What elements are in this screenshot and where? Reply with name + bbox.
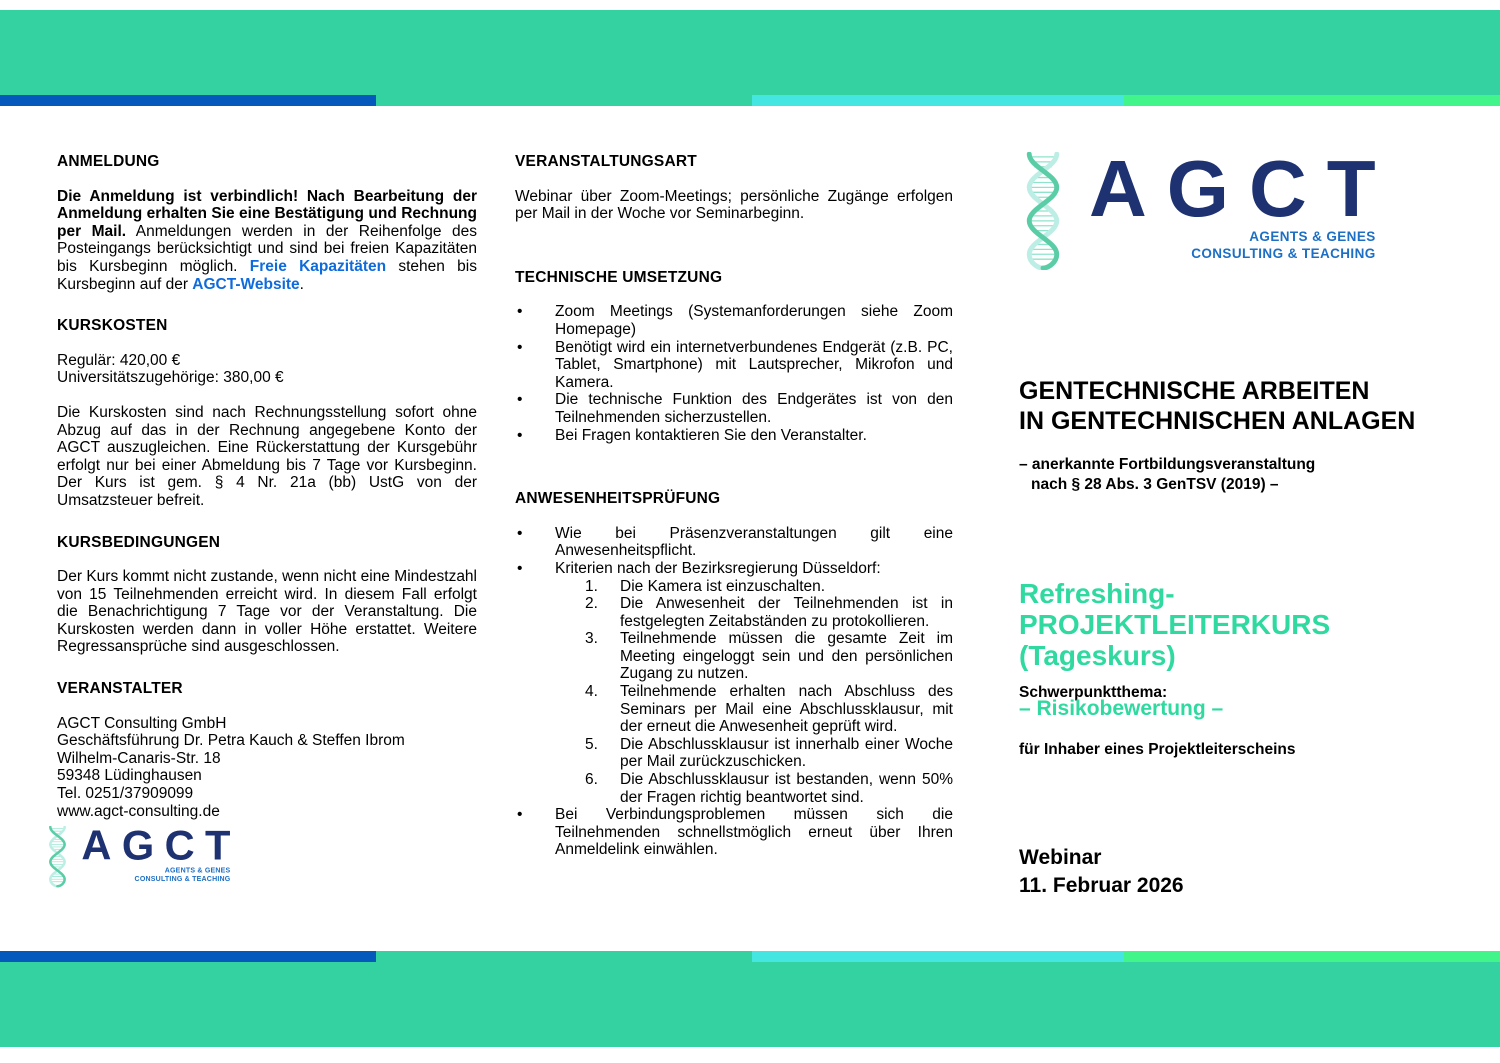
accreditation-subtitle — [1019, 455, 1315, 495]
dna-helix-icon — [45, 826, 70, 887]
dna-helix-icon — [1019, 152, 1067, 270]
numbered-item — [585, 595, 953, 630]
panel-title — [1019, 144, 1489, 910]
bottom-stripe-lime — [1124, 951, 1500, 962]
numbered-item — [585, 630, 953, 683]
list-item — [515, 427, 953, 445]
price-regular: Regulär: 420,00 € — [57, 351, 181, 369]
heading-kurskosten: KURSKOSTEN — [57, 317, 168, 335]
numbered-text: Teilnehmende müssen die gesamte Zeit im Meeting eingeloggt sein und den persönlichen Zugang zu nutzen. — [620, 630, 953, 683]
kursbedingungen-body: Der Kurs kommt nicht zustande, wenn nicht eine Mindestzahl von 15 Teilnehmenden erreicht wird. In diesem Fall erfolgt die Benachrichtigung 7 Tage vor der Veranstaltung. Die Kurskosten werden dann in voller Höhe erstattet. Weitere Regressansprüche sind ausgeschlossen. — [57, 568, 477, 656]
top-stripe-blue — [0, 95, 376, 106]
numbered-item — [585, 736, 953, 771]
numbered-item — [585, 683, 953, 736]
veranstalter-address — [57, 715, 477, 821]
event-date: 11. Februar 2026 — [1019, 874, 1184, 897]
bullet-text: Die technische Funktion des Endgerätes ist von den Teilnehmenden sicherzustellen. — [555, 391, 953, 426]
list-item — [515, 339, 953, 392]
subtitle-line1: – anerkannte Fortbildungsveranstaltung — [1019, 456, 1316, 473]
course-title-line2: PROJEKTLEITERKURS — [1019, 609, 1331, 640]
course-title — [1019, 578, 1330, 671]
bottom-green-band — [0, 962, 1500, 1047]
link-agct-website[interactable]: AGCT-Website — [192, 275, 300, 293]
panel-anmeldung — [57, 148, 477, 820]
agct-logo — [1019, 144, 1396, 270]
top-stripe-green — [376, 95, 752, 106]
top-stripe-lime — [1124, 95, 1500, 106]
event-info — [1019, 844, 1184, 900]
top-accent-stripes — [0, 95, 1500, 106]
course-title-line3: (Tageskurs) — [1019, 640, 1176, 671]
anmeldung-intro-normal: Anmeldungen werden in der Reihenfolge des Posteingangs berücksichtigt und sind bei freien Kapazitäten bis Kursbeginn möglich. — [57, 222, 477, 275]
tagline-agents-genes: AGENTS & GENES — [1249, 228, 1376, 244]
numbered-text: Die Anwesenheit der Teilnehmenden ist in festgelegten Zeitabständen zu protokollieren. — [620, 595, 953, 630]
bullet-text: Bei Verbindungsproblemen müssen sich die Teilnehmenden schnellstmöglich erneut über Ihren Anmeldelink einwählen. — [555, 806, 953, 859]
numbered-text: Die Kamera ist einzuschalten. — [620, 577, 826, 595]
agct-logo — [45, 821, 241, 887]
list-item — [515, 391, 953, 426]
audience-line: für Inhaber eines Projektleiterscheins — [1019, 741, 1296, 758]
main-title-line1: GENTECHNISCHE ARBEITEN — [1019, 377, 1370, 405]
price-university: Universitätszugehörige: 380,00 € — [57, 369, 284, 387]
list-item — [515, 560, 953, 806]
veranstalter-management: Geschäftsführung Dr. Petra Kauch & Steffen Ibrom — [57, 732, 405, 750]
anwesenheitspruefung-list — [515, 525, 953, 859]
focus-label: Schwerpunktthema: — [1019, 684, 1168, 701]
anmeldung-after: . — [299, 275, 304, 293]
list-item — [515, 525, 953, 560]
agct-logo-text — [1089, 144, 1396, 262]
main-title-line2: IN GENTECHNISCHEN ANLAGEN — [1019, 407, 1416, 435]
veranstalter-street: Wilhelm-Canaris-Str. 18 — [57, 749, 221, 767]
main-title — [1019, 376, 1415, 436]
agct-logo-text — [81, 821, 241, 883]
panel-veranstaltung — [515, 148, 953, 876]
price-list — [57, 352, 477, 387]
anmeldung-paragraph — [57, 188, 477, 294]
veranstaltungsart-body: Webinar über Zoom-Meetings; persönliche Zugänge erfolgen per Mail in der Woche vor Seminarbeginn. — [515, 187, 953, 223]
anmeldung-between: stehen bis Kursbeginn auf der — [57, 257, 477, 293]
bullet-text: Zoom Meetings (Systemanforderungen siehe Zoom Homepage) — [555, 303, 953, 338]
tagline-agents-genes: AGENTS & GENES — [164, 865, 231, 874]
heading-anwesenheitspruefung: ANWESENHEITSPRÜFUNG — [515, 490, 721, 508]
bottom-stripe-green — [376, 951, 752, 962]
tagline-consulting-teaching: CONSULTING & TEACHING — [1191, 245, 1376, 261]
bullet-text: Kriterien nach der Bezirksregierung Düsseldorf: — [555, 559, 881, 577]
top-green-band — [0, 10, 1500, 95]
bullet-text: Wie bei Präsenzveranstaltungen gilt eine Anwesenheitspflicht. — [555, 524, 953, 560]
numbered-text: Die Abschlussklausur ist innerhalb einer Woche per Mail zurückzuschicken. — [620, 735, 953, 771]
heading-veranstaltungsart: VERANSTALTUNGSART — [515, 153, 697, 170]
heading-veranstalter: VERANSTALTER — [57, 680, 183, 698]
kurskosten-terms: Die Kurskosten sind nach Rechnungsstellung sofort ohne Abzug auf das in der Rechnung angegebene Konto der AGCT auszugleichen. Eine Rückerstattung der Kursgebühr erfolgt nur bei einer Abmeldung bis 7 Tage vor Kursbeginn. Der Kurs ist gem. § 4 Nr. 21a (bb) UstG von der Umsatzsteuer befreit. — [57, 403, 477, 509]
top-stripe-cyan — [752, 95, 1124, 106]
agct-logo-letters: AGCT — [81, 821, 241, 869]
subtitle-line2: nach § 28 Abs. 3 GenTSV (2019) – — [1031, 476, 1279, 493]
bottom-accent-stripes — [0, 951, 1500, 962]
technische-umsetzung-list — [515, 303, 953, 444]
bottom-stripe-blue — [0, 951, 376, 962]
list-item — [515, 303, 953, 338]
veranstalter-url: www.agct-consulting.de — [57, 802, 220, 820]
focus-value: – Risikobewertung – — [1019, 697, 1224, 720]
event-type: Webinar — [1019, 846, 1102, 869]
link-freie-kapazitaeten[interactable]: Freie Kapazitäten — [249, 257, 387, 275]
numbered-item — [585, 771, 953, 806]
kriterien-numbered-list — [555, 578, 953, 807]
heading-kursbedingungen: KURSBEDINGUNGEN — [57, 533, 221, 551]
agct-logo-letters: AGCT — [1089, 144, 1396, 233]
course-title-line1: Refreshing- — [1019, 578, 1175, 609]
heading-technische-umsetzung: TECHNISCHE UMSETZUNG — [515, 268, 723, 286]
tagline-consulting-teaching: CONSULTING & TEACHING — [134, 874, 231, 883]
numbered-text: Die Abschlussklausur ist bestanden, wenn 50% der Fragen richtig beantwortet sind. — [620, 771, 953, 806]
veranstalter-phone: Tel. 0251/37909099 — [57, 785, 194, 803]
bottom-stripe-cyan — [752, 951, 1124, 962]
agct-logo-small — [45, 821, 241, 887]
heading-anmeldung: ANMELDUNG — [57, 153, 160, 170]
veranstalter-city: 59348 Lüdinghausen — [57, 767, 202, 785]
list-item — [515, 806, 953, 859]
numbered-text: Teilnehmende erhalten nach Abschluss des Seminars per Mail eine Abschlussklausur, mit der erneut die Anwesenheit geprüft wird. — [620, 683, 953, 736]
bullet-text: Bei Fragen kontaktieren Sie den Veranstalter. — [555, 426, 867, 444]
numbered-item — [585, 578, 953, 596]
bullet-text: Benötigt wird ein internetverbundenes Endgerät (z.B. PC, Tablet, Smartphone) mit Lautsprecher, Mikrofon und Kamera. — [555, 338, 953, 391]
veranstalter-company: AGCT Consulting GmbH — [57, 714, 227, 732]
anmeldung-intro-bold: Die Anmeldung ist verbindlich! Nach Bearbeitung der Anmeldung erhalten Sie eine Bestätigung und Rechnung per Mail. — [57, 187, 477, 240]
